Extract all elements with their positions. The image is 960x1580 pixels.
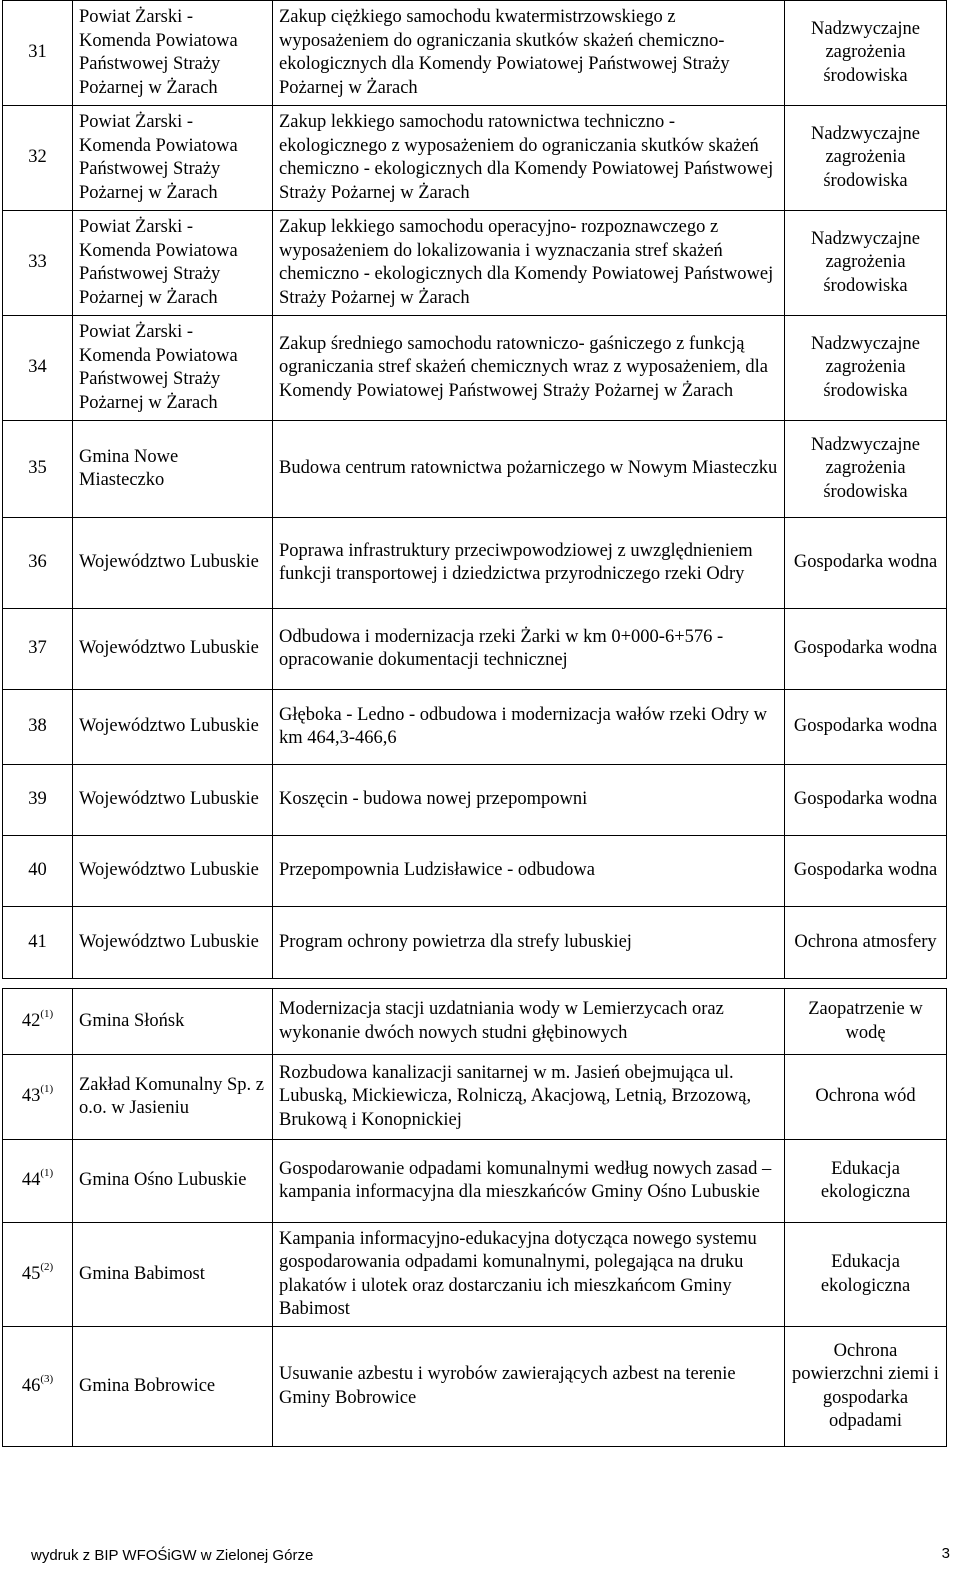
row-number: 34	[3, 316, 73, 421]
task-cell: Odbudowa i modernizacja rzeki Żarki w km 0+000-6+576 - opracowanie dokumentacji technicznej	[273, 609, 785, 690]
task-cell: Koszęcin - budowa nowej przepompowni	[273, 765, 785, 836]
beneficiary-cell: Gmina Słońsk	[73, 989, 273, 1055]
row-number: 35	[3, 421, 73, 518]
table-row	[3, 765, 947, 836]
category-cell: Nadzwyczajne zagrożenia środowiska	[785, 211, 947, 316]
beneficiary-cell: Powiat Żarski - Komenda Powiatowa Państwowej Straży Pożarnej w Żarach	[73, 106, 273, 211]
category-cell: Ochrona atmosfery	[785, 907, 947, 979]
row-number: 39	[3, 765, 73, 836]
category-cell: Gospodarka wodna	[785, 836, 947, 907]
beneficiary-cell: Województwo Lubuskie	[73, 690, 273, 765]
beneficiary-cell: Województwo Lubuskie	[73, 765, 273, 836]
row-number: 38	[3, 690, 73, 765]
task-cell: Program ochrony powietrza dla strefy lubuskiej	[273, 907, 785, 979]
beneficiary-cell: Gmina Nowe Miasteczko	[73, 421, 273, 518]
beneficiary-cell: Powiat Żarski - Komenda Powiatowa Państwowej Straży Pożarnej w Żarach	[73, 211, 273, 316]
row-number: 33	[3, 211, 73, 316]
table-row	[3, 907, 947, 979]
category-cell: Nadzwyczajne zagrożenia środowiska	[785, 421, 947, 518]
category-cell: Ochrona wód	[785, 1055, 947, 1140]
page-number: 3	[941, 1545, 950, 1562]
category-cell: Edukacja ekologiczna	[785, 1140, 947, 1223]
task-cell: Rozbudowa kanalizacji sanitarnej w m. Jasień obejmująca ul. Lubuską, Mickiewicza, Rolniczą, Akacjową, Letnią, Brzozową, Brukową i Konopnickiej	[273, 1055, 785, 1140]
row-number: 46$^{(3)}$	[3, 1327, 73, 1447]
task-cell: Głęboka - Ledno - odbudowa i modernizacja wałów rzeki Odry w km 464,3-466,6	[273, 690, 785, 765]
beneficiary-cell: Gmina Ośno Lubuskie	[73, 1140, 273, 1223]
table-row	[3, 609, 947, 690]
task-cell: Przepompownia Ludzisławice - odbudowa	[273, 836, 785, 907]
beneficiary-cell: Województwo Lubuskie	[73, 907, 273, 979]
table-row	[3, 518, 947, 609]
category-cell: Nadzwyczajne zagrożenia środowiska	[785, 1, 947, 106]
category-cell: Nadzwyczajne zagrożenia środowiska	[785, 106, 947, 211]
category-cell: Ochrona powierzchni ziemi i gospodarka odpadami	[785, 1327, 947, 1447]
task-cell: Kampania informacyjno-edukacyjna dotycząca nowego systemu gospodarowania odpadami komunalnymi, polegająca na druku plakatów i ulotek oraz dostarczaniu ich mieszkańcom Gminy Babimost	[273, 1223, 785, 1327]
beneficiary-cell: Powiat Żarski - Komenda Powiatowa Państwowej Straży Pożarnej w Żarach	[73, 1, 273, 106]
beneficiary-cell: Powiat Żarski - Komenda Powiatowa Państwowej Straży Pożarnej w Żarach	[73, 316, 273, 421]
beneficiary-cell: Gmina Bobrowice	[73, 1327, 273, 1447]
table-row	[3, 1, 947, 106]
category-cell: Gospodarka wodna	[785, 765, 947, 836]
beneficiary-cell: Województwo Lubuskie	[73, 518, 273, 609]
beneficiary-cell: Województwo Lubuskie	[73, 836, 273, 907]
beneficiary-cell: Województwo Lubuskie	[73, 609, 273, 690]
category-cell: Gospodarka wodna	[785, 609, 947, 690]
row-number: 43$^{(1)}$	[3, 1055, 73, 1140]
table-row	[3, 836, 947, 907]
task-cell: Zakup średniego samochodu ratowniczo- gaśniczego z funkcją ograniczania stref skażeń chemicznych wraz z wyposażeniem, dla Komendy Powiatowej Państwowej Straży Pożarnej w Żarach	[273, 316, 785, 421]
table-row	[3, 106, 947, 211]
category-cell: Gospodarka wodna	[785, 690, 947, 765]
task-cell: Zakup lekkiego samochodu operacyjno- rozpoznawczego z wyposażeniem do lokalizowania i wyznaczania stref skażeń chemiczno - ekologicznych dla Komendy Powiatowej Państwowej Straży Pożarnej w Żarach	[273, 211, 785, 316]
task-cell: Zakup ciężkiego samochodu kwatermistrzowskiego z wyposażeniem do ograniczania skutków skażeń chemiczno-ekologicznych dla Komendy Powiatowej Państwowej Straży Pożarnej w Żarach	[273, 1, 785, 106]
table-row	[3, 1140, 947, 1223]
category-cell: Nadzwyczajne zagrożenia środowiska	[785, 316, 947, 421]
task-cell: Poprawa infrastruktury przeciwpowodziowej z uwzględnieniem funkcji transportowej i dziedzictwa przyrodniczego rzeki Odry	[273, 518, 785, 609]
task-cell: Gospodarowanie odpadami komunalnymi według nowych zasad – kampania informacyjna dla mieszkańców Gminy Ośno Lubuskie	[273, 1140, 785, 1223]
task-cell: Budowa centrum ratownictwa pożarniczego w Nowym Miasteczku	[273, 421, 785, 518]
projects-table	[2, 0, 947, 1447]
row-number: 31	[3, 1, 73, 106]
row-number: 32	[3, 106, 73, 211]
row-number: 37	[3, 609, 73, 690]
footer-source: wydruk z BIP WFOŚiGW w Zielonej Górze	[31, 1547, 314, 1564]
row-number: 36	[3, 518, 73, 609]
table-row	[3, 316, 947, 421]
category-cell: Edukacja ekologiczna	[785, 1223, 947, 1327]
table-row	[3, 1055, 947, 1140]
beneficiary-cell: Gmina Babimost	[73, 1223, 273, 1327]
table-row	[3, 421, 947, 518]
section-gap	[3, 979, 947, 989]
category-cell: Zaopatrzenie w wodę	[785, 989, 947, 1055]
table-row	[3, 690, 947, 765]
row-number: 45$^{(2)}$	[3, 1223, 73, 1327]
task-cell: Zakup lekkiego samochodu ratownictwa techniczno - ekologicznego z wyposażeniem do ograniczania skutków skażeń chemiczno - ekologicznych dla Komendy Powiatowej Państwowej Straży Pożarnej w Żarach	[273, 106, 785, 211]
row-number: 40	[3, 836, 73, 907]
row-number: 41	[3, 907, 73, 979]
row-number: 42$^{(1)}$	[3, 989, 73, 1055]
beneficiary-cell: Zakład Komunalny Sp. z o.o. w Jasieniu	[73, 1055, 273, 1140]
table-row	[3, 1327, 947, 1447]
task-cell: Modernizacja stacji uzdatniania wody w Lemierzycach oraz wykonanie dwóch nowych studni głębinowych	[273, 989, 785, 1055]
category-cell: Gospodarka wodna	[785, 518, 947, 609]
task-cell: Usuwanie azbestu i wyrobów zawierających azbest na terenie Gminy Bobrowice	[273, 1327, 785, 1447]
table-row	[3, 989, 947, 1055]
row-number: 44$^{(1)}$	[3, 1140, 73, 1223]
table-row	[3, 211, 947, 316]
table-row	[3, 1223, 947, 1327]
